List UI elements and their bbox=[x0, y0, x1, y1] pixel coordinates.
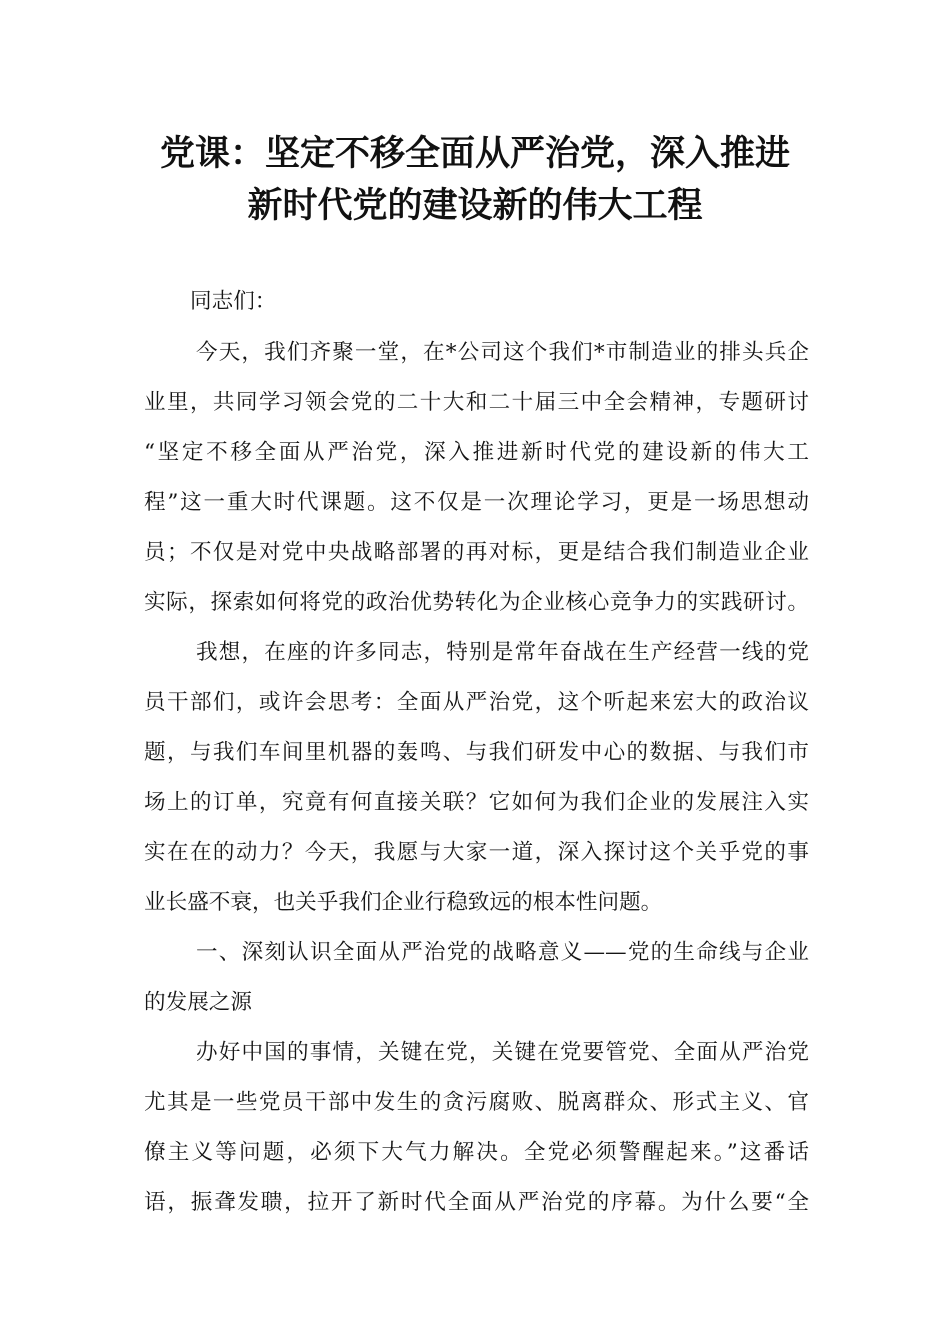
paragraph-line: “坚定不移全面从严治党，深入推进新时代党的建设新的伟大工 bbox=[144, 440, 809, 465]
paragraph-line: 我想，在座的许多同志，特别是常年奋战在生产经营一线的党 bbox=[196, 640, 809, 665]
paragraph-line: 员；不仅是对党中央战略部署的再对标，更是结合我们制造业企业 bbox=[144, 540, 809, 565]
paragraph-line: 程”这一重大时代课题。这不仅是一次理论学习，更是一场思想动 bbox=[144, 490, 809, 515]
document-title-line-1: 党课：坚定不移全面从严治党，深入推进 bbox=[159, 134, 790, 174]
paragraph-line: 业里，共同学习领会党的二十大和二十届三中全会精神，专题研讨 bbox=[144, 390, 809, 415]
paragraph-line: 语，振聋发聩，拉开了新时代全面从严治党的序幕。为什么要“全 bbox=[144, 1190, 809, 1215]
paragraph-line: 员干部们，或许会思考：全面从严治党，这个听起来宏大的政治议 bbox=[144, 690, 809, 715]
document-title-line-2: 新时代党的建设新的伟大工程 bbox=[247, 186, 703, 226]
section-heading-line: 一、深刻认识全面从严治党的战略意义——党的生命线与企业 bbox=[196, 940, 809, 965]
paragraph-line: 僚主义等问题，必须下大气力解决。全党必须警醒起来。”这番话 bbox=[144, 1140, 809, 1165]
salutation: 同志们： bbox=[190, 289, 277, 314]
paragraph-line: 题，与我们车间里机器的轰鸣、与我们研发中心的数据、与我们市 bbox=[144, 740, 809, 765]
paragraph-line: 实际，探索如何将党的政治优势转化为企业核心竞争力的实践研讨。 bbox=[144, 590, 809, 615]
paragraph-line: 实在在的动力？今天，我愿与大家一道，深入探讨这个关乎党的事 bbox=[144, 840, 809, 865]
paragraph-line: 今天，我们齐聚一堂，在*公司这个我们*市制造业的排头兵企 bbox=[196, 340, 809, 365]
paragraph-line: 尤其是一些党员干部中发生的贪污腐败、脱离群众、形式主义、官 bbox=[144, 1090, 809, 1115]
paragraph-line: 办好中国的事情，关键在党，关键在党要管党、全面从严治党 bbox=[196, 1040, 809, 1065]
paragraph-line: 业长盛不衰，也关乎我们企业行稳致远的根本性问题。 bbox=[144, 890, 663, 915]
section-heading-line: 的发展之源 bbox=[144, 990, 252, 1015]
paragraph-line: 场上的订单，究竟有何直接关联？它如何为我们企业的发展注入实 bbox=[144, 790, 809, 815]
